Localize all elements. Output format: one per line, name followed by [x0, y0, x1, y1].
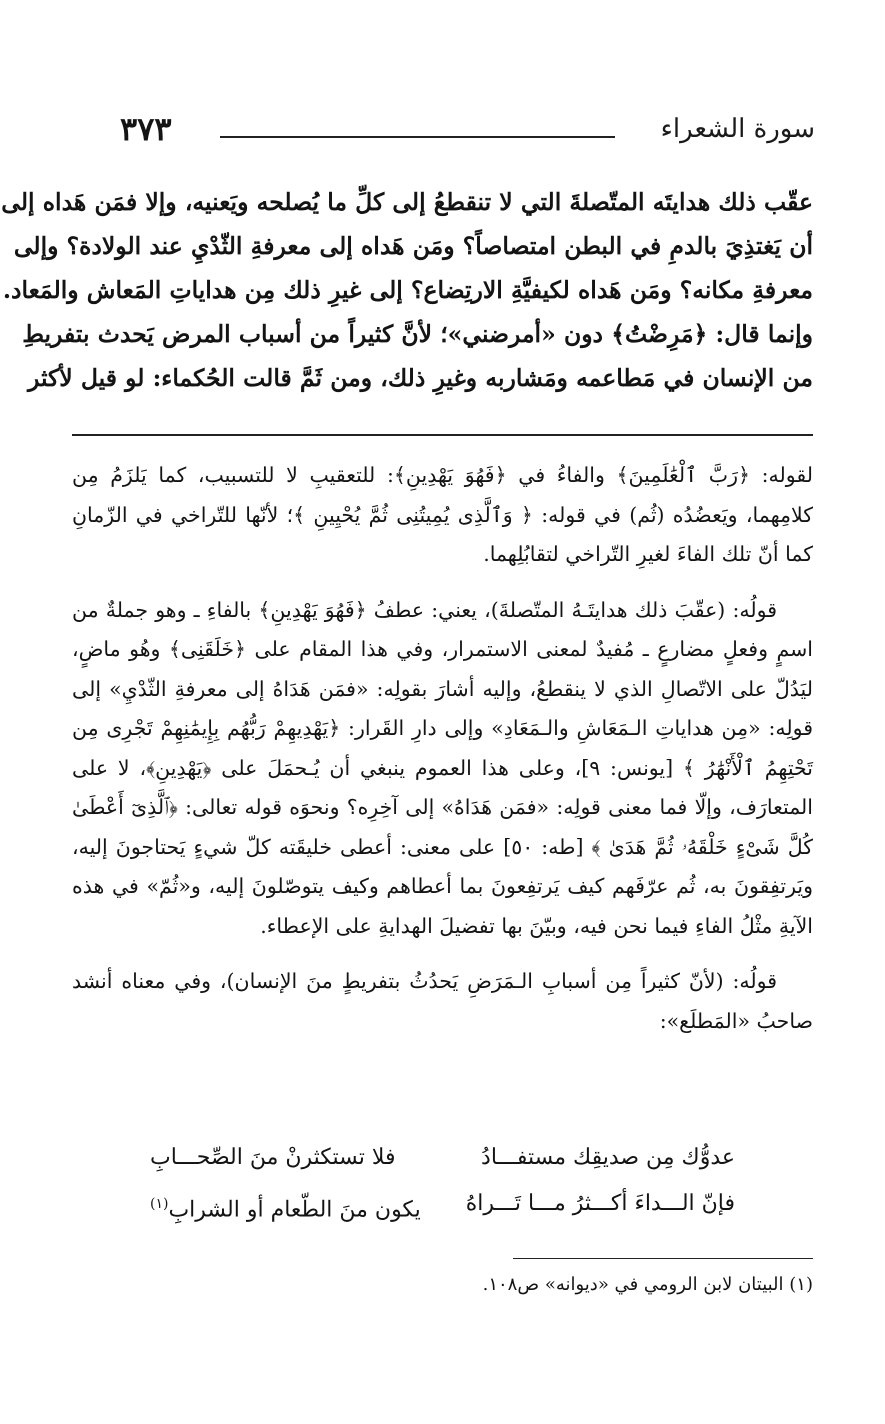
- main-text-line: عقّب ذلك هدايتَه المتّصلةَ التي لا تنقطعُ إلى كلِّ ما يُصلحه ويَعنيه، وإلا فمَن هَداه إلى: [1, 188, 813, 216]
- page-header: [120, 112, 815, 152]
- section-divider: [72, 434, 813, 436]
- verse-first-hemistich: عدوُّك مِن صديقِك مستفـــادُ: [481, 1145, 735, 1170]
- commentary-paragraph: لقوله: ﴿رَبَّ ٱلْعَٰلَمِينَ﴾ والفاءُ في ﴿فَهُوَ يَهْدِينِ﴾: للتعقيبِ لا للتسبيب، كما يَلزَمُ مِن كلامِهما، ويَعضُدُه (ثُم) في قوله: ﴿ وَٱلَّذِى يُمِيتُنِى ثُمَّ يُحْيِينِ ﴾؛ لأنّها للتّراخي في الزّمانِ كما أنّ تلك الفاءَ لغيرِ التّراخي لتقابُلِهما.: [72, 463, 813, 566]
- commentary-paragraph: قولُه: (لأنّ كثيراً مِن أسبابِ الـمَرَضِ يَحدُثُ بتفريطٍ منَ الإنسان)، وفي معناه أنشد صاحبُ «المَطلَع»:: [72, 969, 813, 1033]
- footnote: (١) البيتان لابن الرومي في «ديوانه» ص١٠٨.: [482, 1274, 813, 1295]
- footnote-rule: [513, 1258, 813, 1259]
- main-text-line: وإنما قال: ﴿مَرِضْتُ﴾ دون «أمرضني»؛ لأنَّ كثيراً من أسباب المرض يَحدث بتفريطِ: [22, 320, 813, 348]
- commentary: [72, 456, 813, 1057]
- surah-title: سورة الشعراء: [660, 114, 815, 144]
- verse-second-hemistich: [150, 1181, 421, 1233]
- commentary-paragraph: قولُه: (عقّبَ ذلك هدايتَـهُ المتّصلةَ)، يعني: عطفُ ﴿فَهُوَ يَهْدِينِ﴾ بالفاءِ ـ وهو جملةٌ من اسمٍ وفعلٍ مضارعٍ ـ مُفيدٌ لمعنى الاستمرار، وفي هذا المقام على ﴿خَلَقَنِى﴾ وهُو ماضٍ، ليَدُلّ على الاتّصالِ الذي لا ينقطعُ، وإليه أشارَ بقولِه: «فمَن هَدَاهُ إلى معرفةِ الثّدْيِ» إلى قولِه: «مِن هداياتِ الـمَعَاشِ والـمَعَادِ» وإلى دارِ القَرار: ﴿يَهْدِيهِمْ رَبُّهُم بِإِيمَٰنِهِمْ تَجْرِى مِن تَحْتِهِمُ ٱلْأَنْهَٰرُ ﴾ [يونس: ٩]، وعلى هذا العموم ينبغي أن يُـحمَلَ على ﴿يَهْدِينِ﴾، لا على المتعارَف، وإلّا فما معنى قولِه: «فمَن هَدَاهُ» إلى آخِرِه؟ ونحوَه قوله تعالى: ﴿ٱلَّذِىٓ أَعْطَىٰ كُلَّ شَىْءٍ خَلْقَهُۥ ثُمَّ هَدَىٰ ﴾ [طه: ٥٠] على معنى: أعطى خليقَته كلّ شيءٍ يَحتاجونَ إليه، ويَرتفِقونَ به، ثُم عرّفَهم كيف يَرتفِعونَ بما أعطاهم وكيف يتوصّلونَ إليه، و«ثُمّ» في هذه الآيةِ مثْلُ الفاءِ فيما نحن فيه، وبيّنَ بها تفضيلَ الهدايةِ على الإعطاء.: [72, 597, 813, 938]
- main-text-line: من الإنسان في مَطاعمه ومَشاربه وغيرِ ذلك، ومن ثَمَّ قالت الحُكماء: لو قيل لأكثر: [27, 364, 813, 392]
- poem-verse: [150, 1135, 735, 1181]
- verse-second-hemistich: فلا تستكثرنْ منَ الصِّحـــابِ: [150, 1145, 396, 1170]
- main-text: [1, 180, 813, 400]
- footnote-marker: (١): [150, 1196, 169, 1212]
- main-text-line: أن يَغتذِيَ بالدمِ في البطن امتصاصاً؟ ومَن هَداه إلى معرفةِ الثّدْيِ عند الولادة؟ وإلى: [13, 232, 813, 260]
- verse-first-hemistich: فإنّ الـــداءَ أكـــثرُ مـــا تَـــراهُ: [465, 1191, 735, 1216]
- poem-verse: [150, 1181, 735, 1227]
- verse-second-hemistich-text: يكون منَ الطّعام أو الشرابِ: [168, 1197, 421, 1223]
- poem: [150, 1135, 735, 1227]
- main-text-line: معرفةِ مكانه؟ ومَن هَداه لكيفيَّةِ الارتِضاع؟ إلى غيرِ ذلك مِن هداياتِ المَعاش والمَعاد.: [2, 276, 813, 304]
- page-number: ٣٧٣: [120, 110, 172, 148]
- header-rule: [220, 136, 615, 138]
